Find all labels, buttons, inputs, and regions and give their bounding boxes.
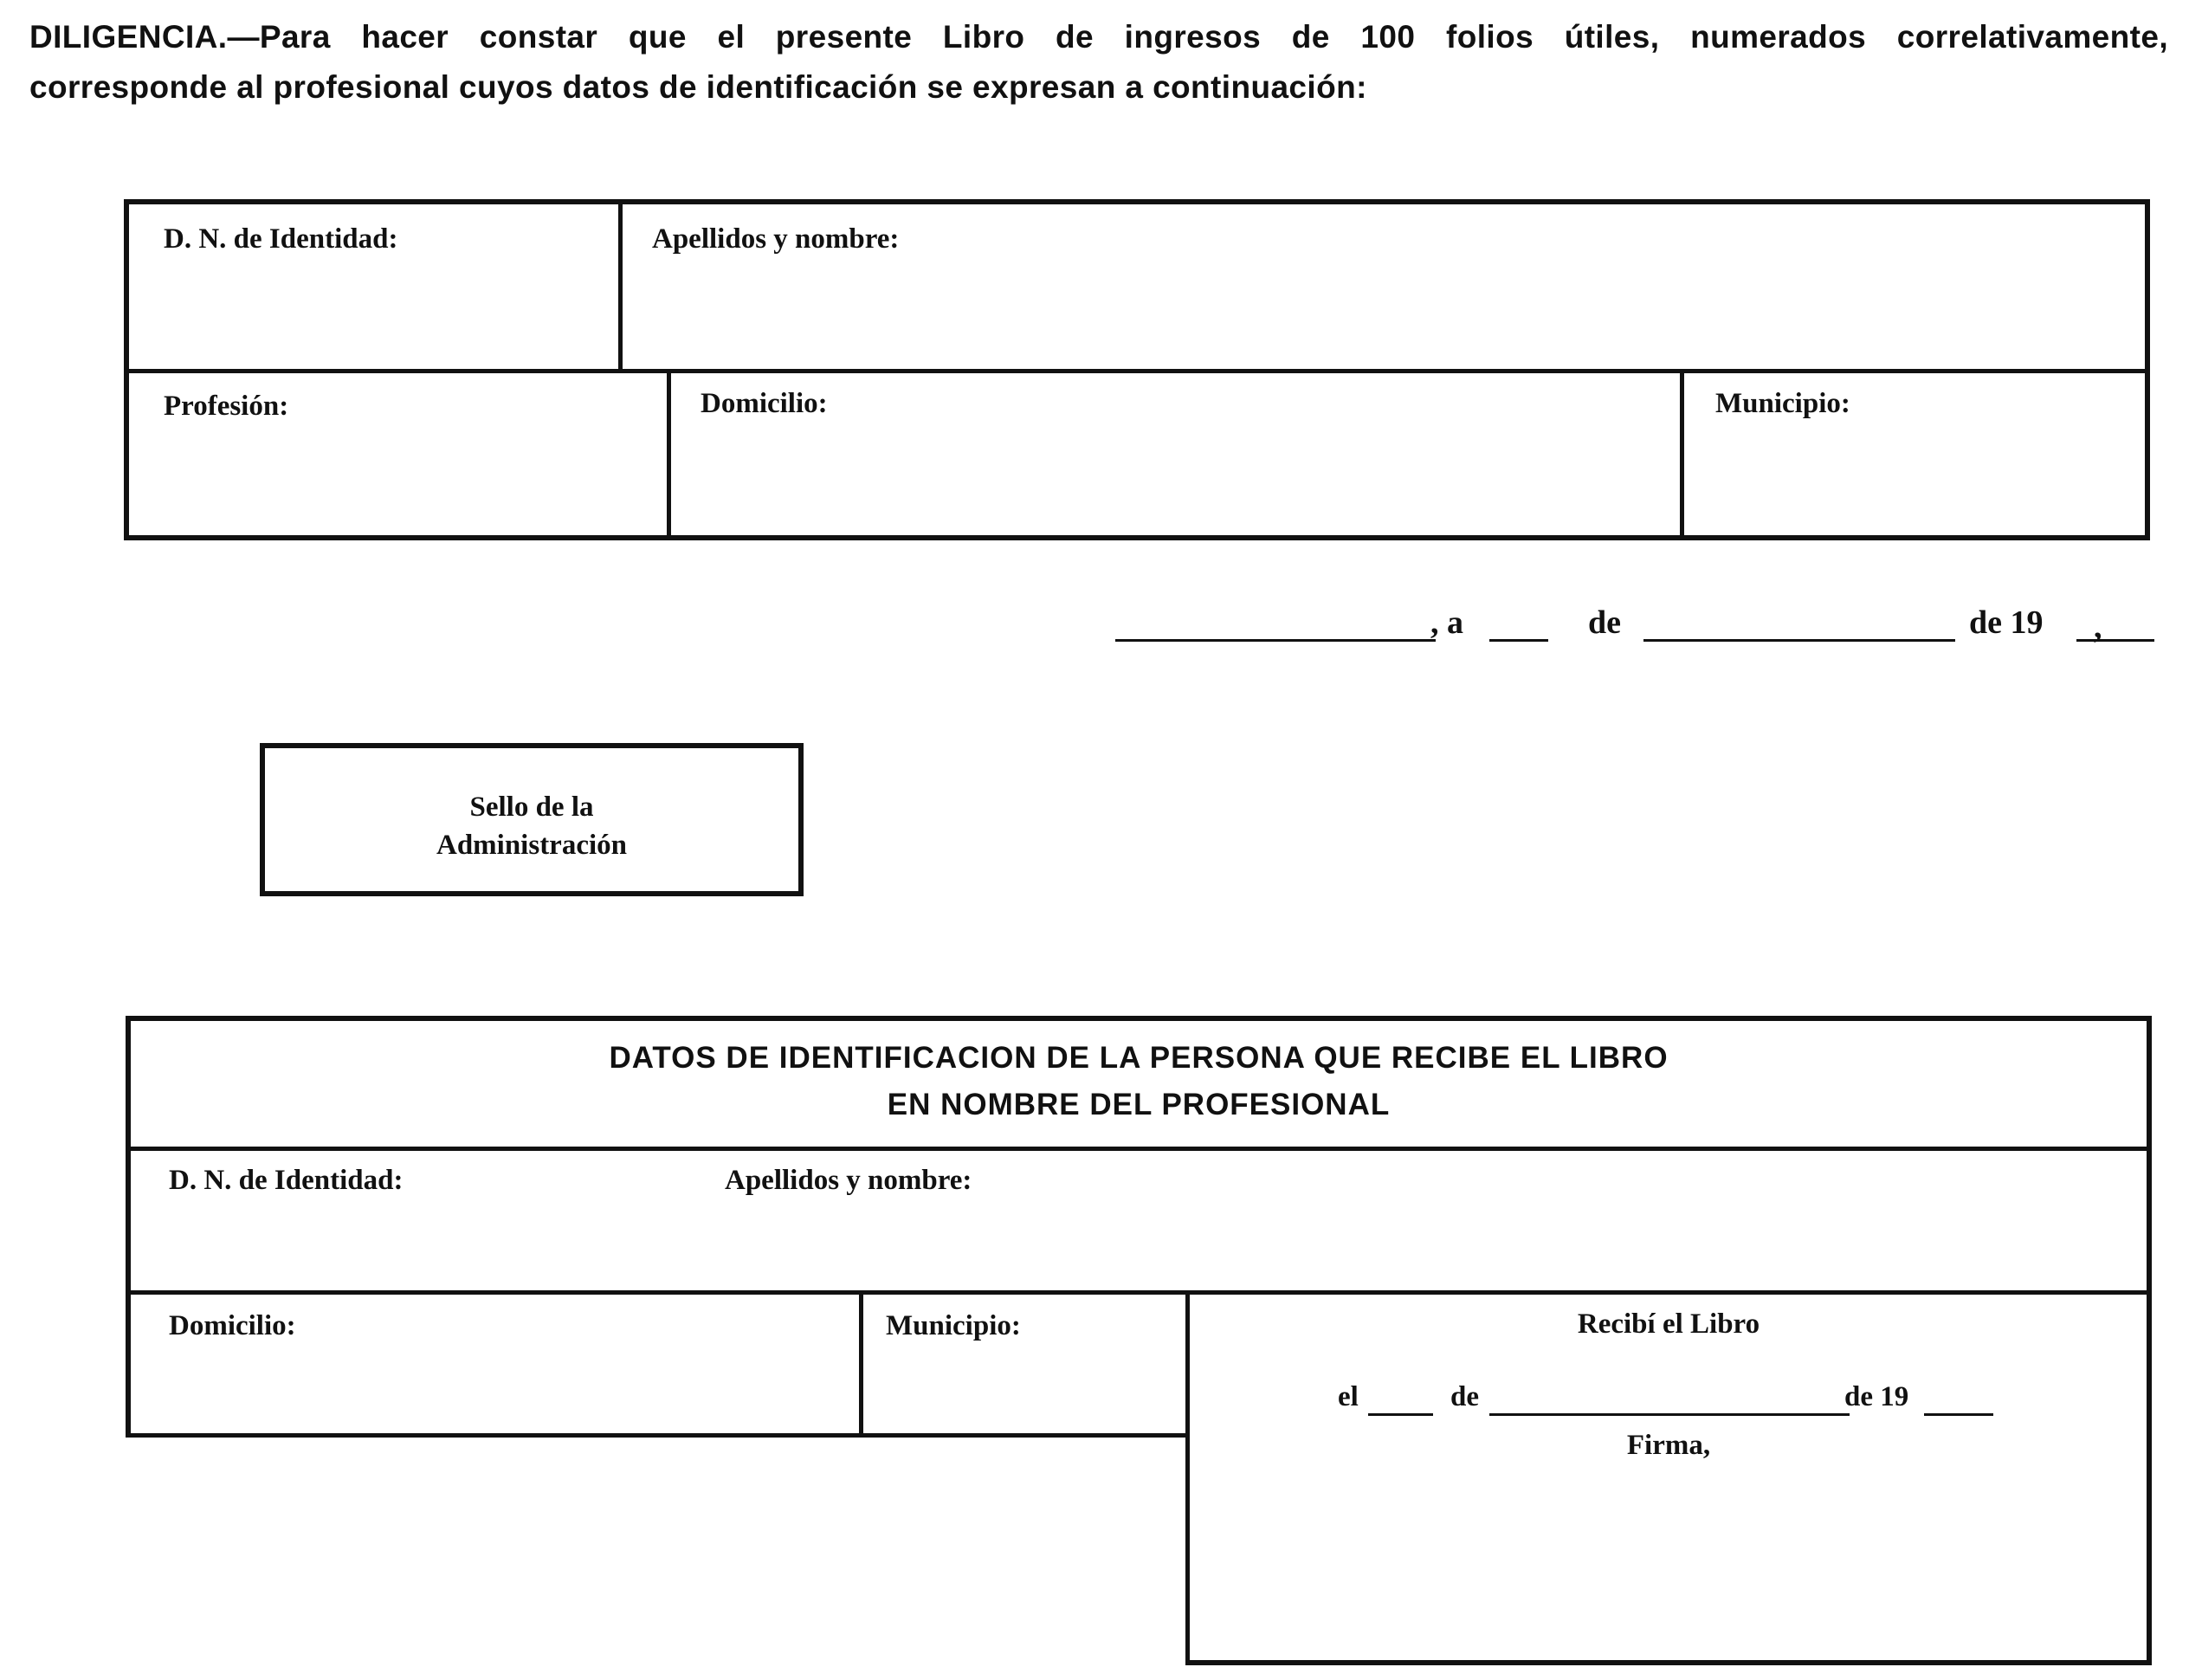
date-comma: ,: [2094, 609, 2102, 645]
divider: [667, 373, 671, 535]
recipient-title-line-2: EN NOMBRE DEL PROFESIONAL: [887, 1088, 1391, 1121]
recipient-municipality-field[interactable]: Municipio:: [886, 1310, 1021, 1341]
professional-identification-box: [124, 199, 2150, 540]
recipient-name-field[interactable]: Apellidos y nombre:: [725, 1165, 972, 1196]
date-de: de: [1588, 604, 1621, 641]
day-blank[interactable]: [1489, 639, 1548, 642]
place-blank[interactable]: [1115, 639, 1436, 642]
received-de: de: [1450, 1381, 1479, 1412]
recipient-identification-box: [126, 1016, 2152, 1665]
administration-seal-box: [260, 743, 804, 896]
divider: [618, 204, 623, 369]
address-field[interactable]: Domicilio:: [701, 388, 828, 419]
month-blank[interactable]: [1643, 639, 1955, 642]
bottom-border: [1185, 1660, 2152, 1665]
divider: [1185, 1293, 1190, 1665]
received-day-blank[interactable]: [1368, 1413, 1433, 1416]
divider: [1680, 373, 1684, 535]
intro-line-1: DILIGENCIA.—Para hacer constar que el presente Libro de ingresos de 100 folios útiles, numerados correlativamente,: [29, 19, 2168, 55]
intro-line-2: corresponde al profesional cuyos datos de identificación se expresan a continuación:: [29, 69, 1367, 105]
divider: [859, 1293, 863, 1438]
signature-label: Firma,: [1626, 1430, 1711, 1461]
divider: [126, 1147, 2152, 1151]
dni-field[interactable]: D. N. de Identidad:: [164, 223, 398, 255]
recipient-title-line-1: DATOS DE IDENTIFICACION DE LA PERSONA QUE RECIBE EL LIBRO: [609, 1041, 1669, 1075]
recipient-dni-field[interactable]: D. N. de Identidad:: [169, 1165, 404, 1196]
year-blank[interactable]: [2076, 639, 2154, 642]
divider: [129, 369, 2145, 373]
date-comma-a: , a: [1430, 604, 1463, 641]
received-de-19: de 19: [1844, 1381, 1909, 1412]
divider: [126, 1433, 1187, 1438]
received-month-blank[interactable]: [1489, 1413, 1850, 1416]
received-el: el: [1338, 1381, 1359, 1412]
received-book-label: Recibí el Libro: [1577, 1308, 1760, 1340]
recipient-title: [126, 1035, 2152, 1128]
recipient-address-field[interactable]: Domicilio:: [169, 1310, 296, 1341]
seal-label: Sello de la Administración: [436, 792, 627, 861]
divider: [126, 1290, 2152, 1295]
received-year-blank[interactable]: [1924, 1413, 1993, 1416]
top-border: [126, 1016, 2152, 1021]
profession-field[interactable]: Profesión:: [164, 391, 289, 422]
date-de-19: de 19: [1969, 604, 2044, 641]
name-field[interactable]: Apellidos y nombre:: [652, 223, 900, 255]
municipality-field[interactable]: Municipio:: [1715, 388, 1850, 419]
intro-paragraph: [29, 12, 2168, 113]
